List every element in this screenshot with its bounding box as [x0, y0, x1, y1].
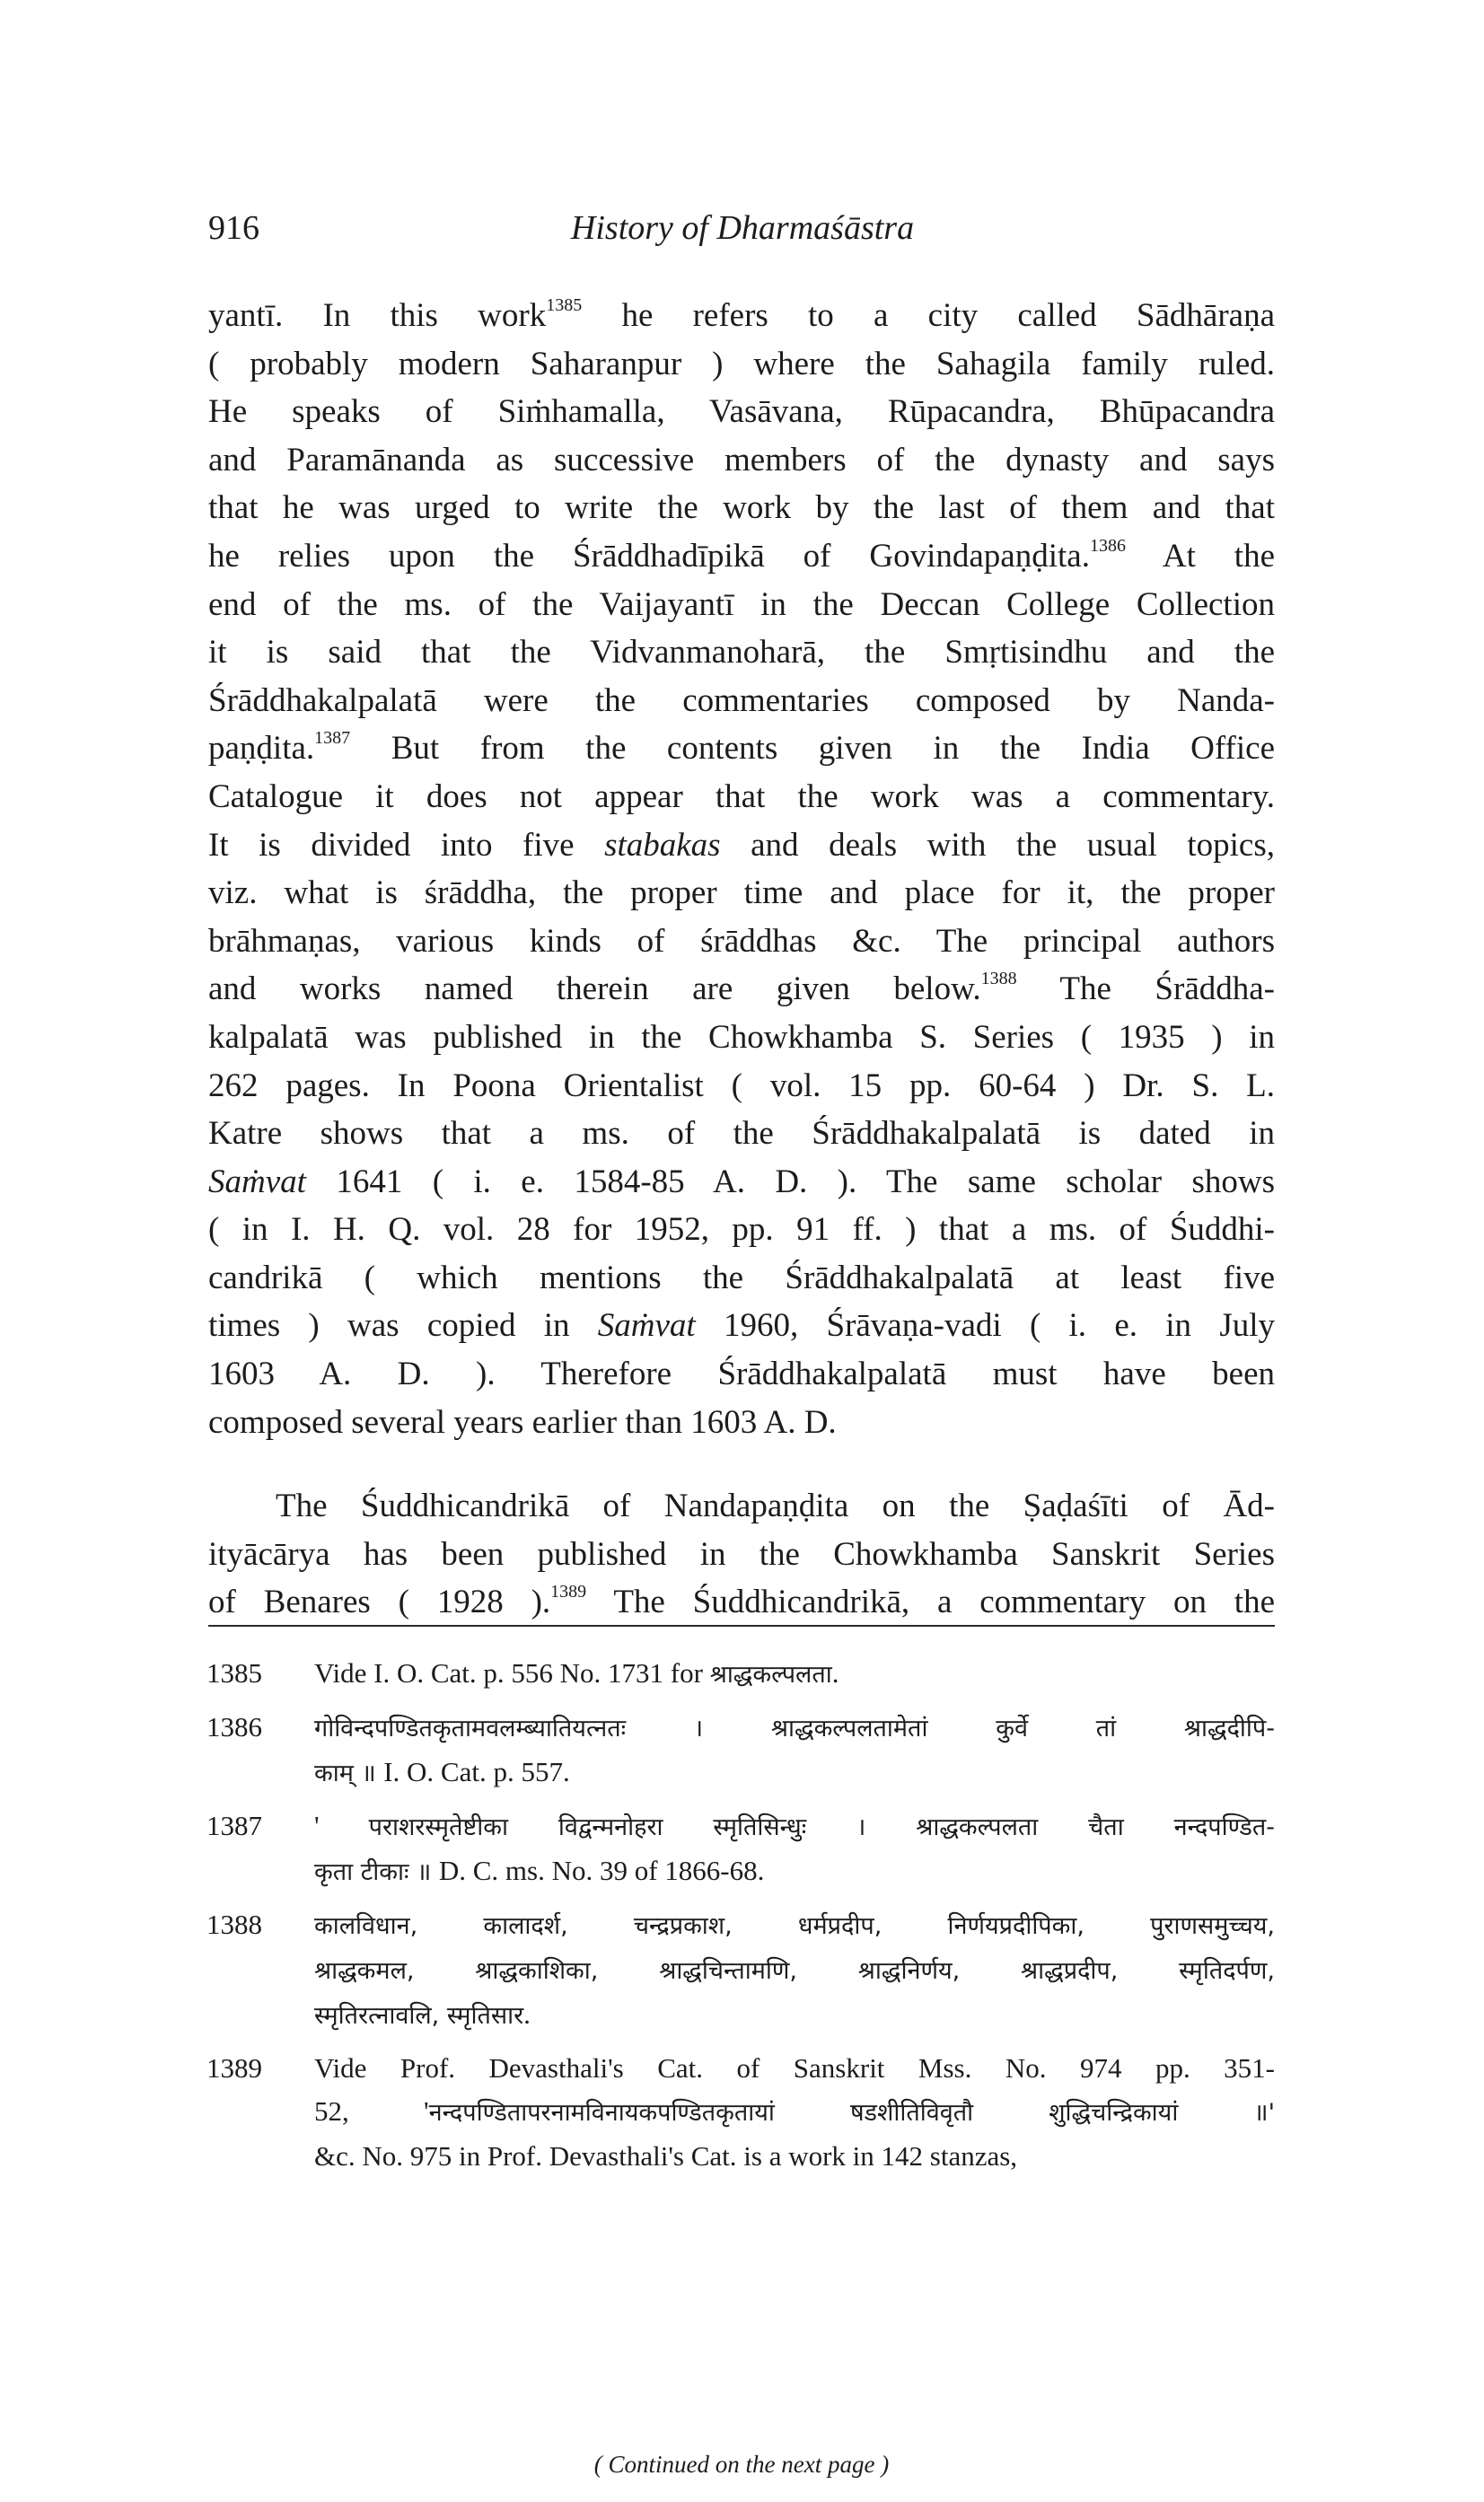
text-segment: ( probably modern Saharanpur ) where the Sahagila family ruled. [208, 345, 1275, 382]
text-line [208, 1482, 1275, 1531]
footnote-number: 1389 [206, 2052, 262, 2084]
footnote-text: 52, ' [314, 2095, 429, 2127]
text-segment: 1603 A. D. ). Therefore Śrāddhakalpalatā must have been [208, 1356, 1275, 1393]
text-segment: The Śrāddha- [1016, 970, 1275, 1008]
footnote-text: काम् ॥ [314, 1760, 384, 1787]
footnote-text: स्मृतिरत्नावलि, स्मृतिसार [314, 2002, 524, 2030]
text-segment: He speaks of Siṁhamalla, Vasāvana, Rūpacandra, Bhūpacandra [208, 393, 1275, 431]
footnote-line [314, 1903, 1275, 1948]
footnote-number: 1387 [206, 1810, 262, 1841]
text-segment: and deals with the usual topics, [720, 826, 1275, 864]
footnote-line [314, 2135, 1275, 2178]
text-segment: viz. what is śrāddha, the proper time and place for it, the proper [208, 874, 1275, 912]
footnote-line [314, 1948, 1275, 1993]
text-line [208, 532, 1275, 581]
text-segment: he refers to a city called Sādhāraṇa [582, 297, 1275, 334]
text-segment: Śrāddhakalpalatā were the commentaries composed by Nanda- [208, 681, 1275, 719]
text-line [208, 484, 1275, 532]
text-line [208, 1399, 1275, 1447]
footnote-line [314, 2090, 1275, 2135]
text-segment: times ) was copied in [208, 1307, 598, 1345]
footnote-ref: 1387 [314, 728, 351, 749]
footnote-text: Vide I. O. Cat. p. 556 No. 1731 for [314, 1657, 710, 1689]
text-line [208, 1578, 1275, 1627]
text-segment: yantī. In this work [208, 297, 547, 334]
text-segment: Catalogue it does not appear that the work was a commentary. [208, 777, 1275, 815]
text-segment: At the [1125, 537, 1275, 575]
text-segment: It is divided into five [208, 826, 605, 864]
text-segment: brāhmaṇas, various kinds of śrāddhas &c. The principal authors [208, 922, 1275, 960]
footnote [206, 1804, 1275, 1894]
text-segment: But from the contents given in the India Office [350, 730, 1275, 768]
footnote-text: कृता टीकाः ॥ [314, 1858, 439, 1886]
text-line [208, 340, 1275, 389]
footnote-text: . [523, 1998, 531, 2030]
footnote-text: . [831, 1657, 839, 1689]
text-segment: of Benares ( 1928 ). [208, 1584, 551, 1621]
text-line [208, 677, 1275, 725]
text-segment: kalpalatā was published in the Chowkhamba S. Series ( 1935 ) in [208, 1018, 1275, 1056]
text-line [208, 436, 1275, 485]
footnote-text: Vide Prof. Devasthali's Cat. of Sanskrit Mss. No. 974 pp. 351- [314, 2052, 1275, 2084]
text-line [208, 965, 1275, 1014]
italic-term: Saṁvat [597, 1307, 696, 1345]
footnote-line [314, 1706, 1275, 1751]
text-line [208, 917, 1275, 966]
footnote [206, 1706, 1275, 1795]
text-segment: The Śuddhicandrikā of Nandapaṇḍita on the Ṣaḍaśīti of Ād- [276, 1488, 1275, 1525]
text-segment: Katre shows that a ms. of the Śrāddhakalpalatā is dated in [208, 1115, 1275, 1153]
text-line [208, 1158, 1275, 1207]
text-line [208, 1206, 1275, 1254]
footnote-text: I. O. Cat. p. 557. [383, 1756, 570, 1787]
footnote-line [314, 1849, 1275, 1894]
footnote-number: 1385 [206, 1657, 262, 1689]
footnote-line [314, 1652, 1275, 1697]
running-title: History of Dharmaśāstra [570, 209, 915, 247]
text-segment: 1641 ( i. e. 1584-85 A. D. ). The same scholar shows [305, 1163, 1275, 1200]
footnote-ref: 1388 [980, 968, 1017, 988]
text-line [208, 1062, 1275, 1111]
footnote [206, 1903, 1275, 2038]
footnote-text: गोविन्दपण्डितकृतामवलम्ब्यातियत्नतः । श्राद्धकल्पलतामेतां कुर्वे तां श्राद्धदीपि- [314, 1715, 1275, 1743]
text-line [208, 773, 1275, 821]
footnotes [206, 1652, 1275, 2187]
footnote-line [314, 2047, 1275, 2090]
footnote-ref: 1386 [1089, 535, 1126, 556]
footnote-text: श्राद्धकल्पलता [709, 1661, 832, 1689]
text-line [208, 1254, 1275, 1303]
text-line [208, 388, 1275, 436]
footnote-text: &c. No. 975 in Prof. Devasthali's Cat. is a work in 142 stanzas, [314, 2140, 1018, 2172]
text-segment: that he was urged to write the work by the last of them and that [208, 489, 1275, 527]
footnote-text: ' [314, 1810, 369, 1841]
italic-term: stabakas [604, 826, 721, 864]
text-line [208, 1014, 1275, 1062]
paragraph [208, 292, 1275, 1446]
paragraph [208, 1482, 1275, 1627]
text-segment: composed several years earlier than 1603 A. D. [208, 1403, 837, 1441]
text-line [208, 628, 1275, 677]
text-segment: 1960, Śrāvaṇa-vadi ( i. e. in July [695, 1307, 1275, 1345]
text-line [208, 821, 1275, 870]
text-segment: ityācārya has been published in the Chowkhamba Sanskrit Series [208, 1535, 1275, 1573]
text-segment: and Paramānanda as successive members of the dynasty and says [208, 441, 1275, 478]
text-line [208, 1110, 1275, 1158]
text-line [208, 292, 1275, 340]
footnote [206, 1652, 1275, 1697]
text-segment: The Śuddhicandrikā, a commentary on the [586, 1584, 1275, 1621]
footnote-text: नन्दपण्डितापरनामविनायकपण्डितकृतायां षडशीतिविवृतौ शुद्धिचन्द्रिकायां ॥' [428, 2099, 1275, 2127]
continued-note: ( Continued on the next page ) [593, 2451, 890, 2478]
footnote-line [314, 1804, 1275, 1849]
text-line [208, 1302, 1275, 1350]
text-line [208, 724, 1275, 773]
text-segment: ( in I. H. Q. vol. 28 for 1952, pp. 91 ff. ) that a ms. of Śuddhi- [208, 1211, 1275, 1249]
text-segment: end of the ms. of the Vaijayantī in the Deccan College Collection [208, 585, 1275, 623]
page-header [208, 208, 1277, 262]
text-line [208, 1350, 1275, 1399]
body-text [208, 292, 1275, 1627]
text-segment: and works named therein are given below. [208, 970, 981, 1008]
footnote-line [314, 1751, 1275, 1795]
footnote-ref: 1385 [546, 294, 583, 315]
text-segment: paṇḍita. [208, 730, 315, 768]
footnote-number: 1386 [206, 1711, 262, 1743]
text-segment: he relies upon the Śrāddhadīpikā of Govindapaṇḍita. [208, 537, 1090, 575]
footnote-text: कालविधान, कालादर्श, चन्द्रप्रकाश, धर्मप्रदीप, निर्णयप्रदीपिका, पुराणसमुच्चय, [314, 1912, 1275, 1940]
text-segment: 262 pages. In Poona Orientalist ( vol. 15 pp. 60-64 ) Dr. S. L. [208, 1067, 1275, 1104]
footnote-rule [208, 1625, 1275, 1627]
footnote-text: श्राद्धकमल, श्राद्धकाशिका, श्राद्धचिन्तामणि, श्राद्धनिर्णय, श्राद्धप्रदीप, स्मृतिदर्पण, [314, 1957, 1275, 1985]
footnote-text: पराशरस्मृतेष्टीका विद्वन्मनोहरा स्मृतिसिन्धुः । श्राद्धकल्पलता चैता नन्दपण्डित- [368, 1813, 1275, 1841]
text-line [208, 581, 1275, 629]
text-line [208, 869, 1275, 917]
footnote-line [314, 1993, 1275, 2038]
text-line [208, 1531, 1275, 1579]
footnote-text: D. C. ms. No. 39 of 1866-68. [438, 1855, 765, 1886]
italic-term: Saṁvat [208, 1163, 306, 1200]
page-number: 916 [208, 209, 259, 247]
text-segment: candrikā ( which mentions the Śrāddhakalpalatā at least five [208, 1259, 1275, 1296]
footnote-number: 1388 [206, 1909, 262, 1940]
text-segment: it is said that the Vidvanmanoharā, the Smṛtisindhu and the [208, 634, 1275, 672]
footnote [206, 2047, 1275, 2178]
footnote-ref: 1389 [550, 1582, 587, 1602]
